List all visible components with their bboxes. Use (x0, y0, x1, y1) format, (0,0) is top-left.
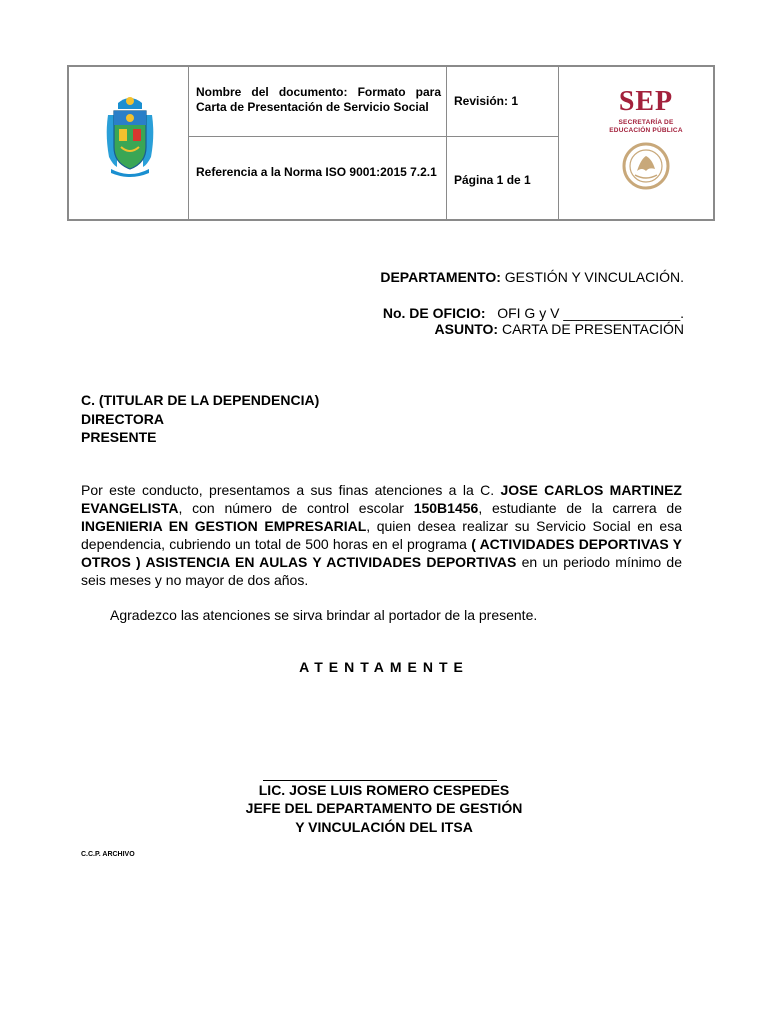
carbon-copy-note: C.C.P. ARCHIVO (81, 851, 135, 858)
body-paragraph (81, 481, 682, 589)
student-name: JOSE CARLOS MARTINEZ EVANGELISTA (81, 482, 682, 516)
document-header-table (67, 65, 715, 221)
sep-logo (594, 87, 698, 197)
mexican-seal-icon (621, 141, 671, 191)
iso-reference-cell: Referencia a la Norma ISO 9001:2015 7.2.1 (196, 165, 437, 179)
subject-line (435, 320, 684, 338)
body-text-1: Por este conducto, presentamos a sus finas atenciones a la C. (81, 482, 501, 498)
addressee-line-1: C. (TITULAR DE LA DEPENDENCIA) (81, 392, 320, 408)
body-text-5: en un periodo mínimo de seis meses y no mayor de dos años. (81, 554, 683, 588)
subject-label: ASUNTO: (434, 321, 499, 337)
sep-logo-subtitle-1: SECRETARÍA DE (618, 119, 674, 126)
salutation: ATENTAMENTE (299, 659, 469, 675)
career-name: INGENIERIA EN GESTION EMPRESARIAL (81, 518, 367, 534)
department-label: DEPARTAMENTO: (380, 269, 501, 285)
document-name-cell: Nombre del documento: Formato para Carta de Presentación de Servicio Social (196, 85, 441, 114)
sep-logo-subtitle-2: EDUCACIÓN PÚBLICA (609, 127, 683, 134)
oficio-value: OFI G y V _______________. (485, 305, 684, 321)
addressee-line-3: PRESENTE (81, 429, 157, 445)
page-number-cell: Página 1 de 1 (454, 173, 531, 187)
signatory-name: LIC. JOSE LUIS ROMERO CESPEDES (258, 782, 510, 798)
control-number: 150B1456 (413, 500, 479, 516)
thanks-line: Agradezco las atenciones se sirva brindar al portador de la presente. (110, 607, 538, 623)
revision-cell: Revisión: 1 (454, 94, 519, 108)
department-value: GESTIÓN Y VINCULACIÓN. (500, 269, 684, 285)
body-text-4: , quien desea realizar su Servicio Social en esa dependencia, cubriendo un total de 500 horas en el programa (81, 518, 682, 552)
subject-value: CARTA DE PRESENTACIÓN (498, 321, 684, 337)
addressee-block (81, 391, 319, 447)
signatory-title-2: Y VINCULACIÓN DEL ITSA (295, 819, 473, 835)
sep-logo-title: SEP (618, 86, 674, 117)
body-text-2: , con número de control escolar (178, 500, 414, 516)
body-text-3: , estudiante de la carrera de (478, 500, 682, 516)
addressee-line-2: DIRECTORA (81, 410, 164, 427)
program-name: ( ACTIVIDADES DEPORTIVAS Y OTROS ) ASISTENCIA EN AULAS Y ACTIVIDADES DEPORTIVAS (81, 536, 682, 570)
department-line (380, 268, 684, 286)
signatory-title-1: JEFE DEL DEPARTAMENTO DE GESTIÓN (245, 800, 523, 816)
institution-shield-logo-icon (105, 95, 155, 179)
oficio-label: No. DE OFICIO: (382, 305, 486, 321)
